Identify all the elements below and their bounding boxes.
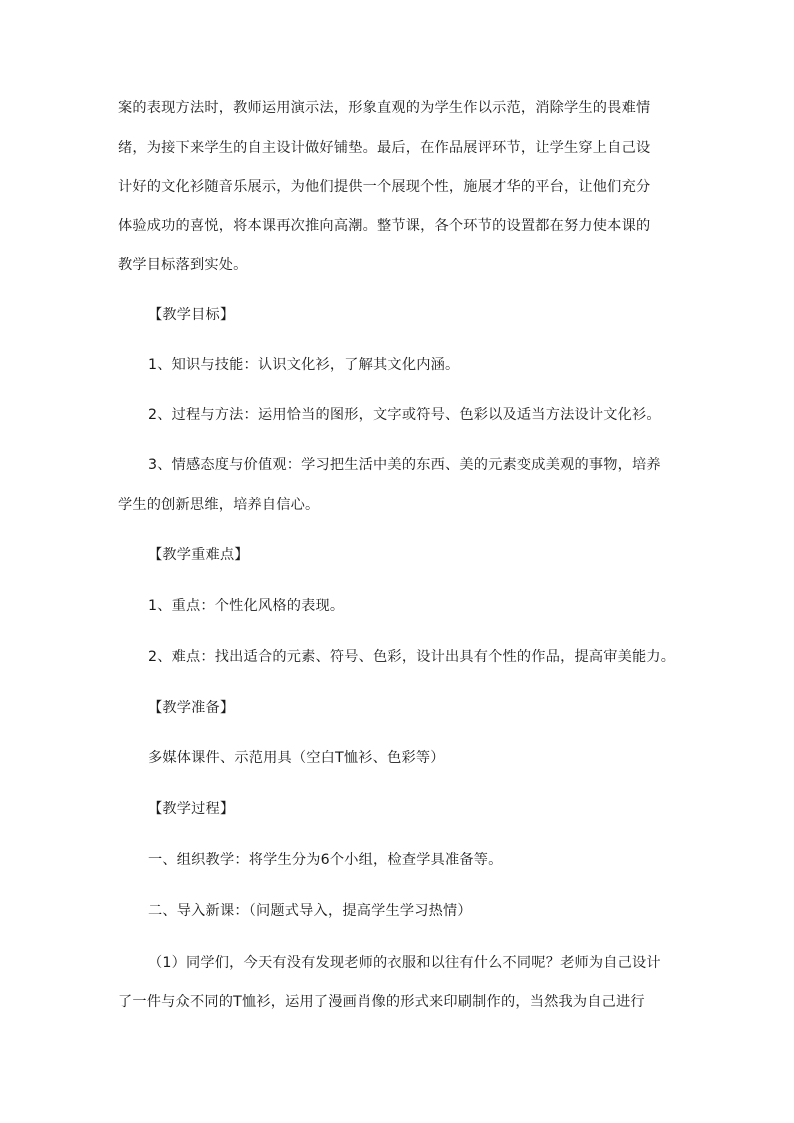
process-step-1: 一、组织教学：将学生分为6个小组，检查学具准备等。 (148, 852, 503, 868)
key-points-item-2: 2、难点：找出适合的元素、符号、色彩，设计出具有个性的作品，提高审美能力。 (148, 649, 676, 665)
process-paragraph-line-1: （1）同学们，今天有没有发现老师的衣服和以往有什么不同呢？老师为自己设计 (148, 955, 661, 971)
paragraph-line-4: 体验成功的喜悦，将本课再次推向高潮。整节课，各个环节的设置都在努力使本课的 (118, 218, 651, 234)
goals-item-2: 2、过程与方法：运用恰当的图形，文字或符号、色彩以及适当方法设计文化衫。 (148, 407, 661, 423)
goals-item-3-line-2: 学生的创新思维，培养自信心。 (118, 497, 320, 513)
goals-item-1: 1、知识与技能：认识文化衫，了解其文化内涵。 (148, 357, 460, 373)
paragraph-line-1: 案的表现方法时，教师运用演示法，形象直观的为学生作以示范，消除学生的畏难情 (118, 100, 651, 116)
paragraph-line-5: 教学目标落到实处。 (118, 257, 248, 273)
paragraph-line-2: 绪，为接下来学生的自主设计做好铺垫。最后，在作品展评环节，让学生穿上自己设 (118, 140, 651, 156)
process-step-2: 二、导入新课：（问题式导入，提高学生学习热情） (148, 903, 472, 919)
goals-heading: 【教学目标】 (148, 307, 235, 323)
goals-item-3-line-1: 3、情感态度与价值观：学习把生活中美的东西、美的元素变成美观的事物，培养 (148, 457, 661, 473)
paragraph-line-3: 计好的文化衫随音乐展示，为他们提供一个展现个性，施展才华的平台，让他们充分 (118, 179, 651, 195)
preparation-heading: 【教学准备】 (148, 700, 235, 716)
key-points-heading: 【教学重难点】 (148, 547, 249, 563)
process-heading: 【教学过程】 (148, 801, 235, 817)
process-paragraph-line-2: 了一件与众不同的T恤衫，运用了漫画肖像的形式来印刷制作的，当然我为自己进行 (118, 994, 645, 1010)
key-points-item-1: 1、重点：个性化风格的表现。 (148, 598, 345, 614)
preparation-text: 多媒体课件、示范用具（空白T恤衫、色彩等） (148, 750, 445, 766)
